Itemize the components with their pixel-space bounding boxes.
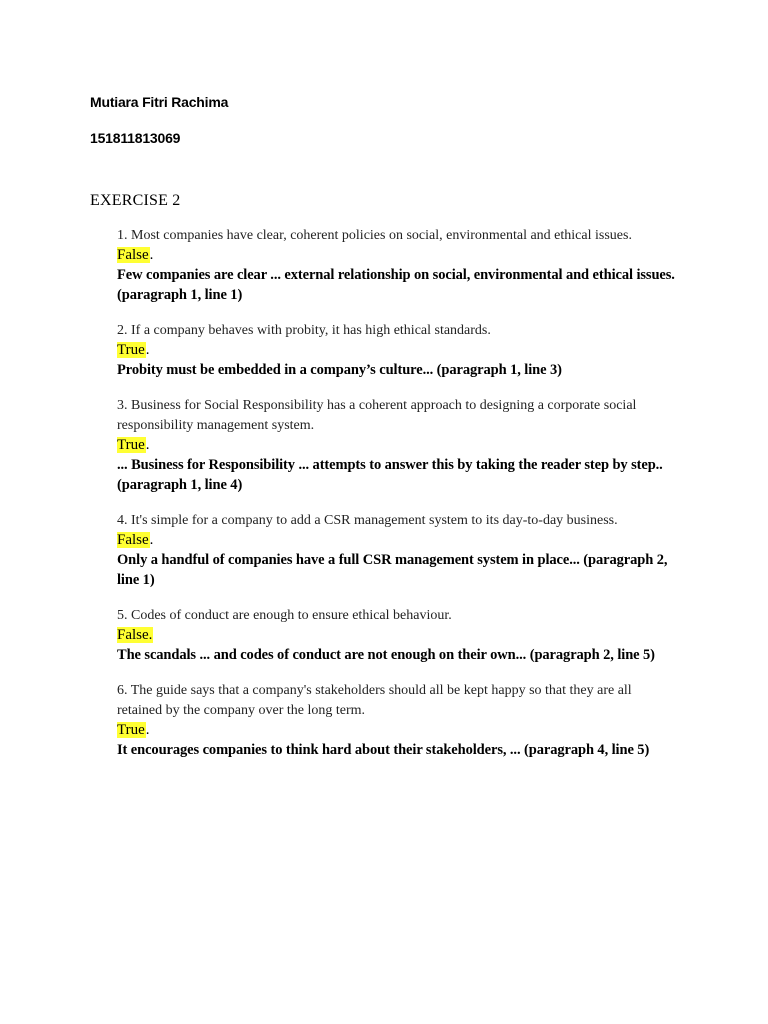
answer-highlight: True: [117, 722, 145, 738]
answer-line: [117, 246, 677, 265]
question-list: [117, 226, 677, 776]
answer-suffix: .: [145, 342, 150, 358]
question-item: [117, 321, 677, 380]
answer-line: [117, 626, 677, 645]
question-item: [117, 396, 677, 495]
answer-line: [117, 436, 677, 455]
question-item: [117, 226, 677, 305]
question-item: [117, 606, 677, 665]
question-number: 6.: [117, 683, 128, 698]
question-statement: Business for Social Responsibility has a coherent approach to designing a corporate social responsibility management system.: [117, 398, 637, 433]
answer-suffix: .: [149, 247, 154, 263]
answer-evidence: Only a handful of companies have a full CSR management system in place... (paragraph 2, line 1): [117, 552, 668, 588]
question-statement: If a company behaves with probity, it has high ethical standards.: [131, 323, 491, 338]
student-name: Mutiara Fitri Rachima: [90, 94, 229, 110]
question-number: 2.: [117, 323, 128, 338]
answer-highlight: True: [117, 437, 145, 453]
question-text: [117, 321, 677, 341]
question-text: [117, 606, 677, 626]
question-number: 3.: [117, 398, 128, 413]
question-text: [117, 396, 677, 436]
question-item: [117, 681, 677, 760]
answer-evidence: Few companies are clear ... external relationship on social, environmental and ethical issues. (paragraph 1, line 1): [117, 267, 675, 303]
answer-suffix: .: [145, 722, 150, 738]
answer-suffix: .: [149, 532, 154, 548]
student-id: 151811813069: [90, 130, 181, 146]
answer-line: [117, 531, 677, 550]
question-statement: Codes of conduct are enough to ensure ethical behaviour.: [131, 608, 452, 623]
exercise-title: EXERCISE 2: [90, 192, 181, 209]
question-statement: Most companies have clear, coherent policies on social, environmental and ethical issues.: [131, 228, 632, 243]
answer-suffix: .: [145, 437, 150, 453]
answer-evidence: The scandals ... and codes of conduct are not enough on their own... (paragraph 2, line 5): [117, 647, 655, 663]
answer-evidence: ... Business for Responsibility ... attempts to answer this by taking the reader step by step..(paragraph 1, line 4): [117, 457, 663, 493]
answer-highlight: False.: [117, 627, 153, 643]
question-number: 1.: [117, 228, 128, 243]
question-statement: The guide says that a company's stakeholders should all be kept happy so that they are all retained by the company over the long term.: [117, 683, 632, 718]
answer-evidence: Probity must be embedded in a company’s culture... (paragraph 1, line 3): [117, 362, 562, 378]
answer-highlight: False: [117, 532, 149, 548]
answer-highlight: True: [117, 342, 145, 358]
question-statement: It's simple for a company to add a CSR management system to its day-to-day business.: [131, 513, 618, 528]
answer-line: [117, 341, 677, 360]
question-text: [117, 681, 677, 721]
question-text: [117, 511, 677, 531]
question-text: [117, 226, 677, 246]
answer-highlight: False: [117, 247, 149, 263]
question-number: 4.: [117, 513, 128, 528]
question-number: 5.: [117, 608, 128, 623]
answer-evidence: It encourages companies to think hard about their stakeholders, ... (paragraph 4, line 5): [117, 742, 650, 758]
question-item: [117, 511, 677, 590]
answer-line: [117, 721, 677, 740]
